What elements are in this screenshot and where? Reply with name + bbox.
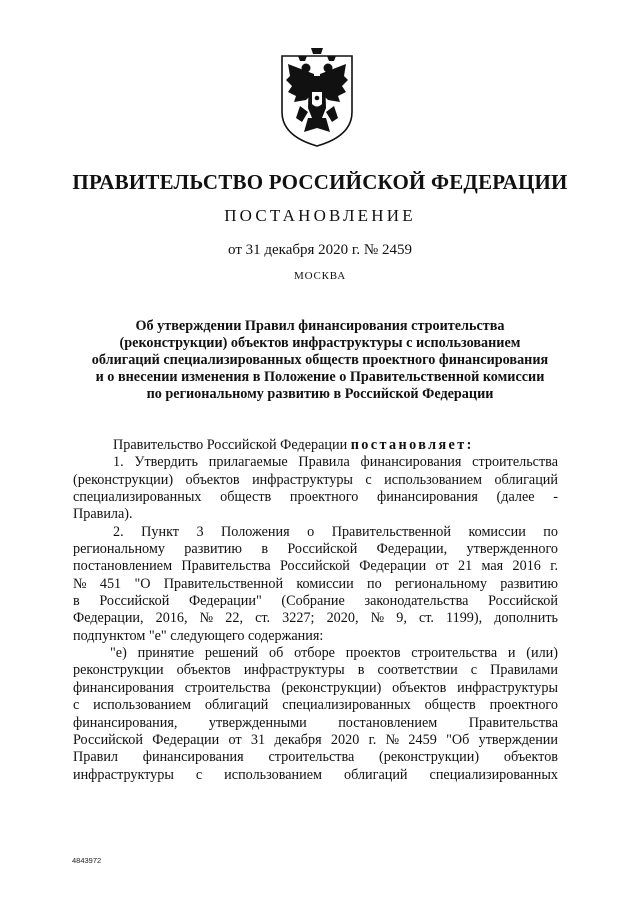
preamble-verb: постановляет: (350, 437, 474, 453)
decree-date-number: от 31 декабря 2020 г. № 2459 (228, 242, 412, 258)
paragraph-3-line: "е) принятие решений об отборе проектов строительства и (или) (110, 645, 558, 662)
subject-line: облигаций специализированных обществ проектного финансирования (91, 352, 549, 368)
government-title: ПРАВИТЕЛЬСТВО РОССИЙСКОЙ ФЕДЕРАЦИИ (72, 170, 568, 194)
paragraph-3-line: финансирования строительства (реконструкции) объектов инфраструктуры (73, 679, 558, 696)
decree-body (73, 437, 558, 784)
paragraph-2-line: в Российской Федерации" (Собрание законодательства Российской (73, 593, 558, 610)
paragraph-3-line: инфраструктуры с использованием облигаций специализированных (73, 766, 558, 783)
preamble-text: Правительство Российской Федерации (113, 437, 348, 453)
document-id: 4843972 (72, 856, 102, 865)
paragraph-2-line: региональному развитию в Российской Федерации, утвержденного (73, 541, 558, 558)
paragraph-3-line: финансирования, утвержденными постановлением Правительства (73, 714, 558, 731)
subject-line: (реконструкции) объектов инфраструктуры с использованием (119, 335, 521, 351)
paragraph-3-line: с использованием облигаций специализированных обществ проектного (73, 697, 558, 714)
paragraph-2-line: 2. Пункт 3 Положения о Правительственной комиссии по (113, 523, 558, 540)
paragraph-3-line: Правил финансирования строительства (реконструкции) объектов (73, 749, 558, 766)
document-type: ПОСТАНОВЛЕНИЕ (224, 206, 416, 225)
preamble (73, 437, 558, 454)
paragraph-2-line: Федерации, 2016, № 22, ст. 3227; 2020, № 9, ст. 1199), дополнить (73, 610, 558, 627)
paragraph-1-line: специализированных обществ проектного финансирования (далее - (73, 489, 558, 506)
subject-line: Об утверждении Правил финансирования строительства (135, 318, 505, 334)
coat-of-arms-emblem (276, 42, 358, 150)
city-name: МОСКВА (294, 270, 346, 282)
paragraph-1-line: Правила). (73, 506, 133, 523)
paragraph-2-line: постановлением Правительства Российской Федерации от 21 мая 2016 г. (73, 558, 558, 575)
paragraph-3-line: Российской Федерации от 31 декабря 2020 г. № 2459 "Об утверждении (73, 731, 558, 748)
subject-line: по региональному развитию в Российской Федерации (146, 386, 494, 402)
paragraph-1-line: (реконструкции) объектов инфраструктуры с использованием облигаций (73, 471, 558, 488)
subject-line: и о внесении изменения в Положение о Правительственной комиссии (95, 369, 545, 385)
paragraph-1-line: 1. Утвердить прилагаемые Правила финансирования строительства (113, 454, 558, 471)
paragraph-3-line: реконструкции объектов инфраструктуры в соответствии с Правилами (73, 662, 558, 679)
decree-subject (60, 318, 580, 403)
paragraph-2-line: подпунктом "е" следующего содержания: (73, 627, 324, 644)
paragraph-2-line: № 451 "О Правительственной комиссии по региональному развитию (73, 575, 558, 592)
